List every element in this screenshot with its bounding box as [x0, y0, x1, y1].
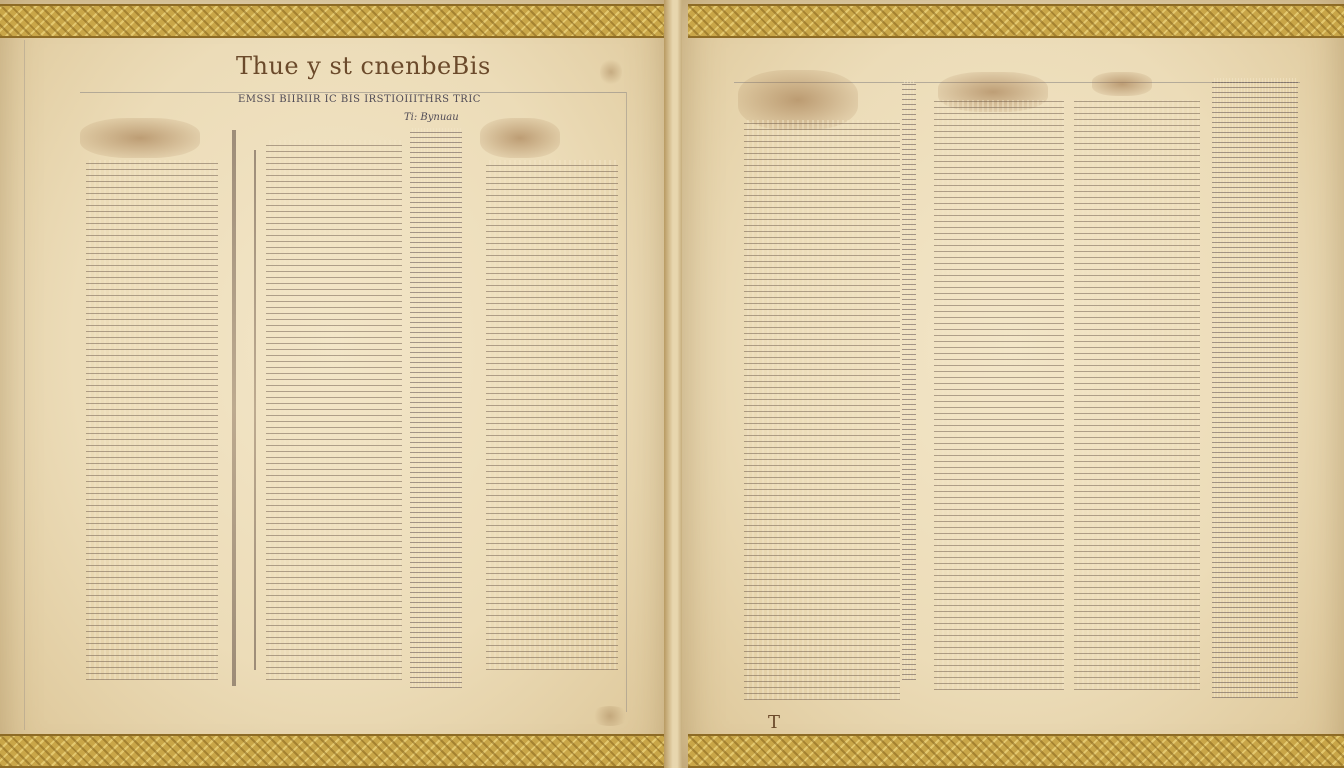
page-title: Thue y st cnenbeBis [236, 52, 491, 80]
text-column [486, 160, 618, 670]
ink-stain [590, 706, 630, 726]
left-page [0, 0, 668, 768]
footer-mark: T [768, 712, 781, 733]
illuminated-ornament [1092, 72, 1152, 96]
column-heading: Ti: Bynuau [404, 112, 459, 123]
illuminated-ornament [80, 118, 200, 158]
marginal-bar [232, 130, 236, 686]
marginal-bar [254, 150, 256, 670]
bottom-gold-border [0, 734, 664, 768]
top-gold-border [688, 4, 1344, 38]
text-column [410, 128, 462, 688]
text-column [1212, 78, 1298, 698]
bottom-gold-border [688, 734, 1344, 768]
header-rule [80, 92, 626, 93]
illuminated-ornament [480, 118, 560, 158]
top-gold-border [0, 4, 664, 38]
text-column [934, 100, 1064, 690]
left-margin-rule [24, 40, 25, 730]
right-margin-rule [626, 92, 627, 712]
ink-stain [600, 58, 622, 86]
text-column [744, 120, 900, 700]
right-page [682, 0, 1344, 768]
text-column [86, 160, 218, 680]
text-column [266, 140, 402, 680]
text-column [1074, 100, 1200, 690]
page-subtitle: EMSSI BIIRIIR IC BIS IRSTIOIIITHRS TRIC [238, 94, 481, 105]
text-column [902, 80, 916, 680]
